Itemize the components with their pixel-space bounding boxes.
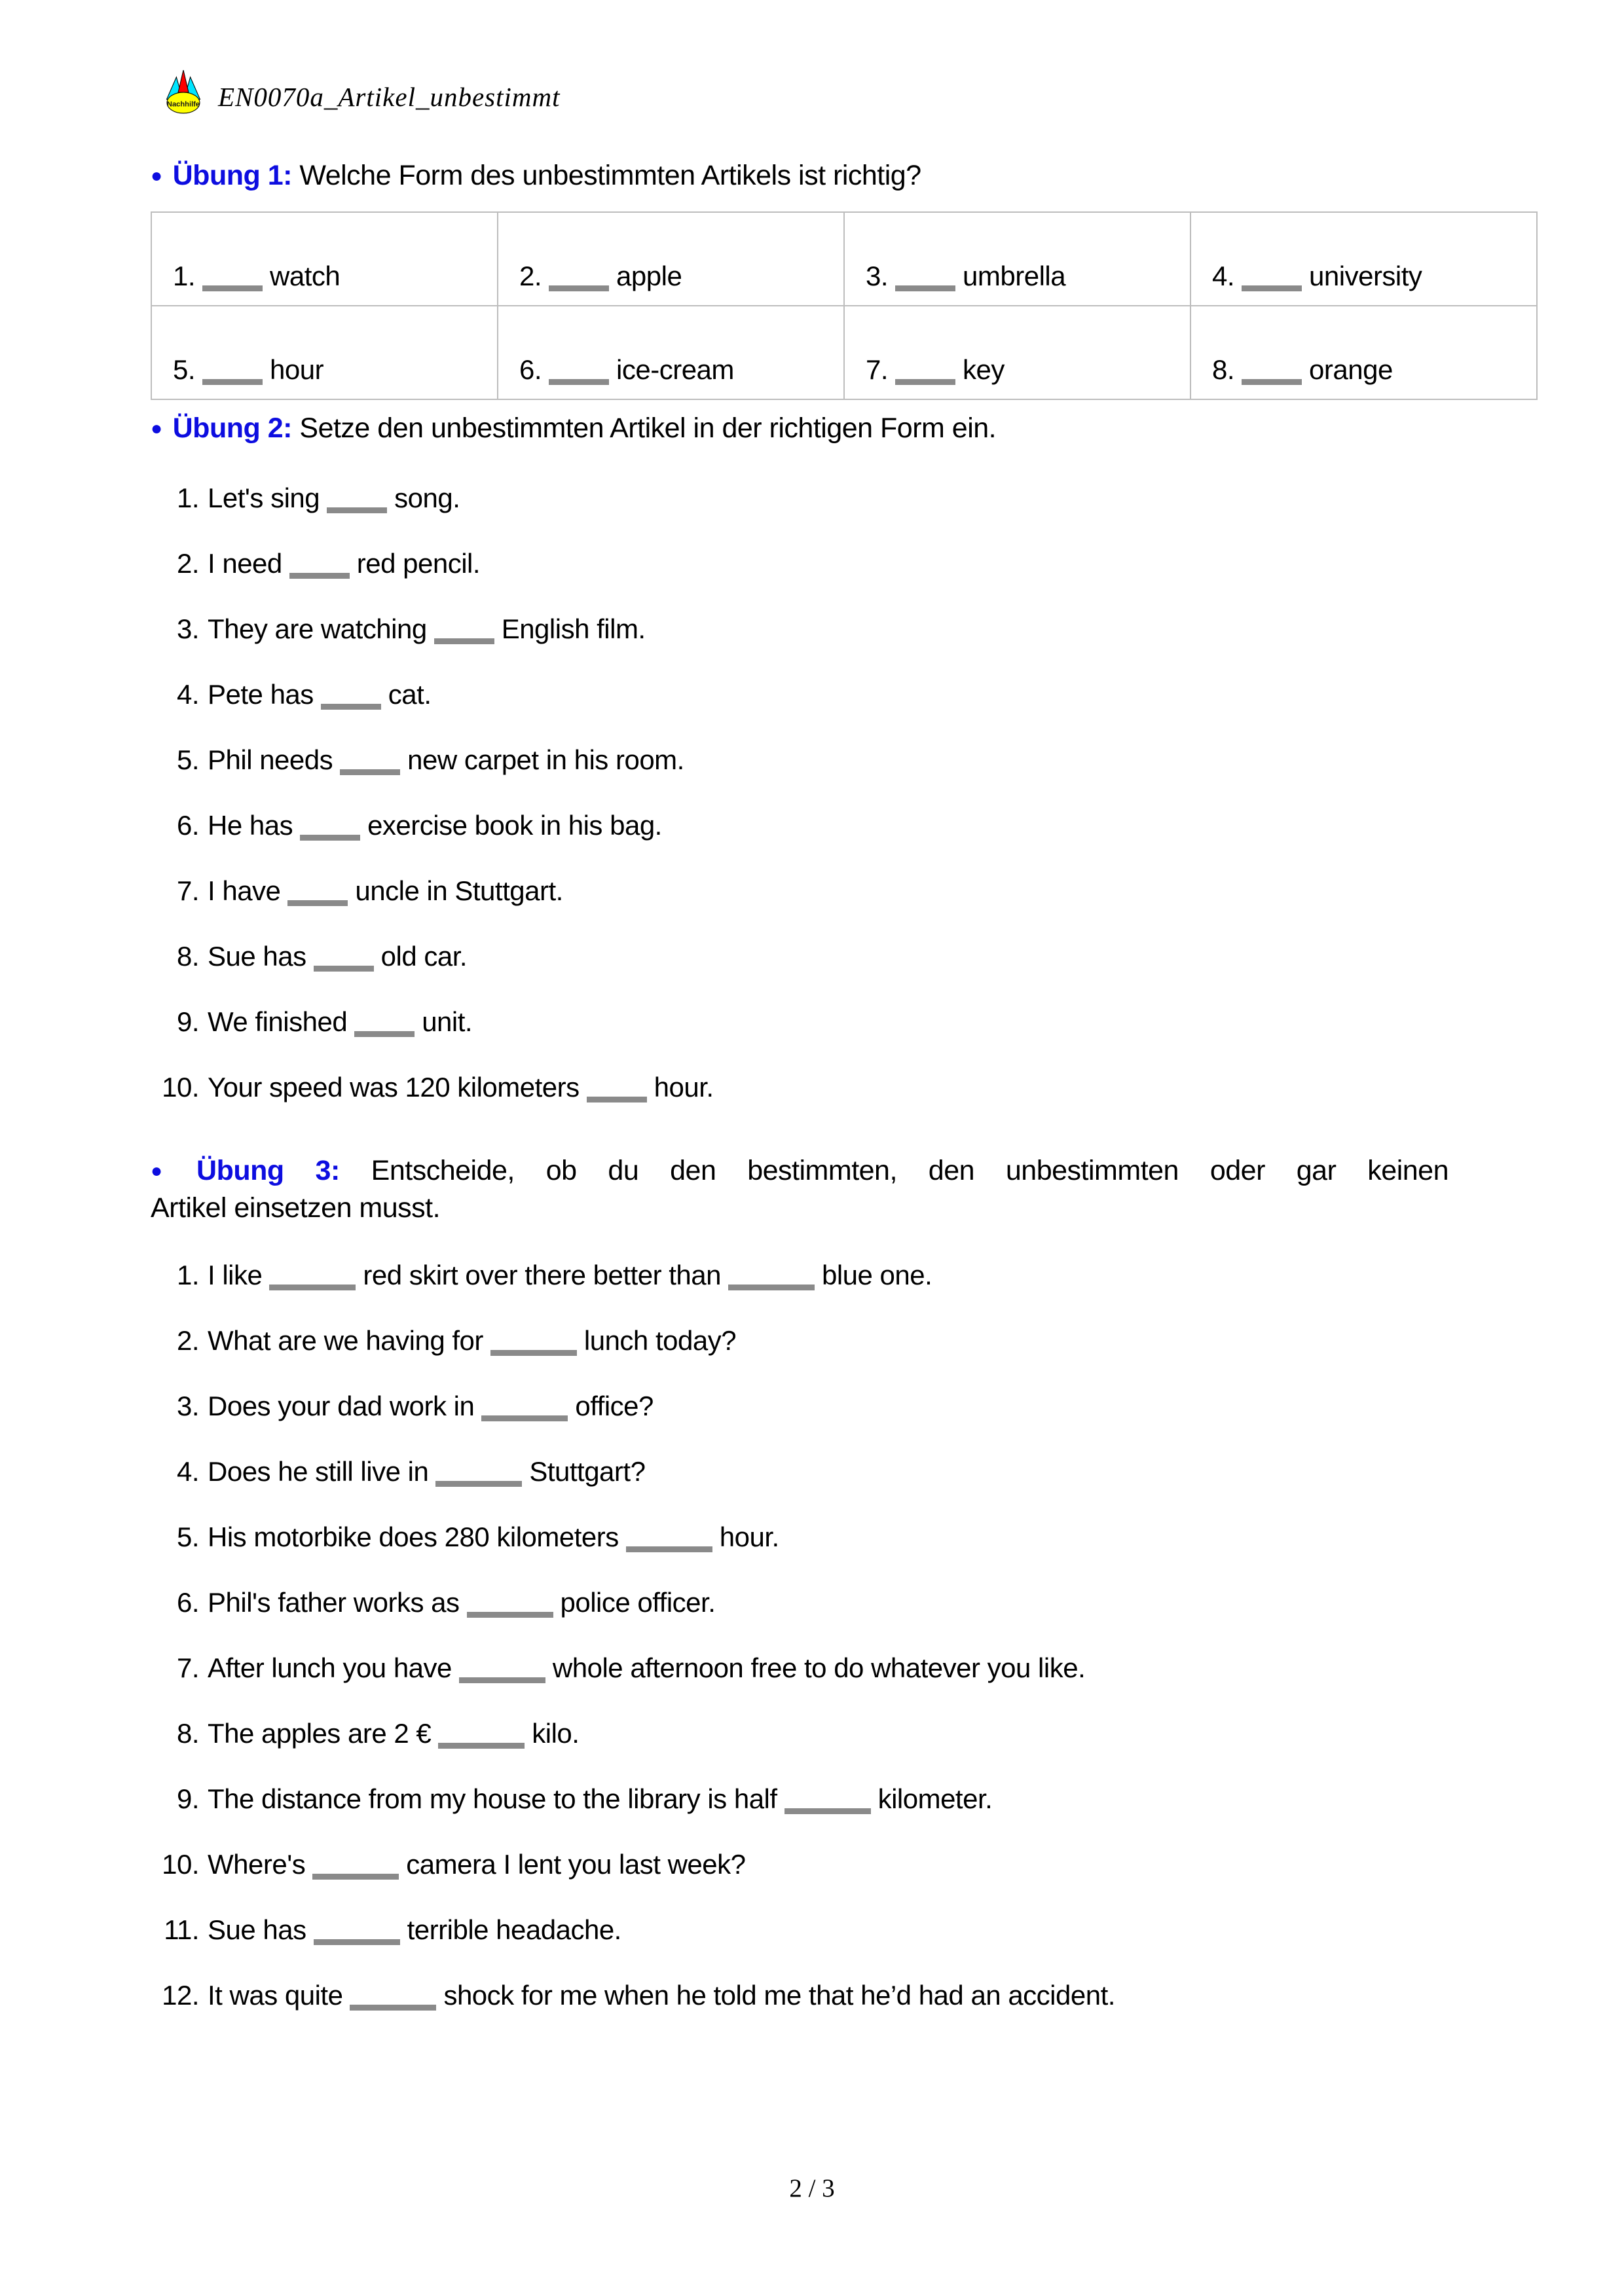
table-cell — [498, 212, 844, 306]
cell-word: ice-cream — [616, 354, 734, 385]
blank-line — [784, 1808, 871, 1814]
item-text: shock for me when he told me that he’d had an accident. — [443, 1980, 1115, 2011]
item-text: The distance from my house to the library is half — [208, 1783, 777, 1814]
exercise-1-table — [151, 211, 1538, 400]
item-text: uncle in Stuttgart. — [355, 875, 563, 906]
exercise-3-label: Übung 3: — [196, 1155, 340, 1186]
exercise-1-label: Übung 1: — [172, 160, 292, 191]
blank-line — [300, 835, 360, 841]
item-text: cat. — [388, 679, 432, 710]
item-number: 4. — [176, 1456, 199, 1487]
exercise-3-heading — [151, 1152, 1449, 1227]
item-text: hour. — [654, 1072, 714, 1102]
item-number: 10. — [162, 1849, 199, 1880]
item-text: English film. — [501, 613, 646, 644]
item-text: red skirt over there better than — [363, 1260, 721, 1290]
item-number: 4. — [176, 679, 199, 710]
cell-number: 8. — [1212, 354, 1235, 385]
item-number: 2. — [176, 548, 199, 579]
item-text: What are we having for — [208, 1325, 483, 1356]
list-item — [143, 1849, 1115, 1880]
blank-line — [728, 1285, 815, 1290]
table-cell — [151, 306, 498, 399]
blank-line — [312, 1874, 399, 1880]
page-header — [166, 69, 561, 114]
blank-line — [435, 1481, 522, 1487]
cell-word: umbrella — [963, 261, 1066, 291]
item-text: hour. — [719, 1522, 779, 1552]
item-text: new carpet in his room. — [407, 744, 684, 775]
item-number: 6. — [176, 1587, 199, 1618]
item-text: blue one. — [821, 1260, 932, 1290]
exercise-2-heading — [151, 410, 996, 447]
item-text: camera I lent you last week? — [406, 1849, 746, 1880]
list-item — [143, 613, 714, 645]
item-text: I have — [208, 875, 281, 906]
bullet-icon: ● — [151, 418, 162, 439]
item-number: 10. — [162, 1072, 199, 1102]
blank-line — [549, 379, 609, 385]
list-item — [143, 1006, 714, 1038]
item-number: 6. — [176, 810, 199, 841]
cell-word: university — [1309, 261, 1422, 291]
item-text: Phil needs — [208, 744, 333, 775]
item-text: kilo. — [532, 1718, 580, 1749]
item-number: 7. — [176, 875, 199, 906]
cell-word: apple — [616, 261, 682, 291]
table-row — [151, 212, 1537, 306]
cell-word: orange — [1309, 354, 1393, 385]
blank-line — [438, 1743, 525, 1749]
item-text: We finished — [208, 1006, 348, 1037]
table-cell — [1190, 306, 1537, 399]
item-text: I need — [208, 548, 282, 579]
list-item — [143, 1783, 1115, 1815]
exercise-3-list — [143, 1260, 1115, 2045]
table-cell — [498, 306, 844, 399]
exercise-2-list — [143, 483, 714, 1137]
list-item — [143, 548, 714, 579]
blank-line — [202, 379, 263, 385]
item-text: Sue has — [208, 941, 306, 972]
blank-line — [314, 966, 374, 972]
item-text: unit. — [422, 1006, 473, 1037]
blank-line — [467, 1612, 553, 1618]
item-text: They are watching — [208, 613, 427, 644]
list-item — [143, 1914, 1115, 1946]
instruction-text: Entscheide, ob du den bestimmten, den unbestimmten oder gar keinen — [371, 1155, 1449, 1186]
blank-line — [1242, 379, 1302, 385]
exercise-2-label: Übung 2: — [172, 412, 292, 444]
blank-line — [481, 1415, 568, 1421]
item-text: I like — [208, 1260, 263, 1290]
cell-word: watch — [270, 261, 341, 291]
item-number: 12. — [162, 1980, 199, 2011]
list-item — [143, 1456, 1115, 1487]
item-number: 3. — [176, 1391, 199, 1421]
list-item — [143, 1718, 1115, 1749]
nachhilfe-logo-icon — [166, 69, 201, 114]
cell-number: 5. — [173, 354, 196, 385]
item-text: Pete has — [208, 679, 314, 710]
item-text: It was quite — [208, 1980, 343, 2011]
list-item — [143, 941, 714, 972]
exercise-1-instruction: Welche Form des unbestimmten Artikels ist richtig? — [299, 160, 921, 191]
item-number: 5. — [176, 744, 199, 775]
list-item — [143, 1522, 1115, 1553]
item-text: After lunch you have — [208, 1652, 452, 1683]
blank-line — [587, 1097, 647, 1102]
blank-line — [202, 285, 263, 291]
cell-number: 6. — [519, 354, 542, 385]
item-number: 8. — [176, 1718, 199, 1749]
item-number: 5. — [176, 1522, 199, 1552]
blank-line — [1242, 285, 1302, 291]
table-cell — [1190, 212, 1537, 306]
table-cell — [151, 212, 498, 306]
list-item — [143, 1980, 1115, 2011]
blank-line — [327, 507, 387, 513]
cell-number: 4. — [1212, 261, 1235, 291]
item-text: Phil's father works as — [208, 1587, 460, 1618]
page-number: 2 / 3 — [789, 2174, 835, 2202]
item-text: kilometer. — [877, 1783, 993, 1814]
item-number: 7. — [176, 1652, 199, 1683]
exercise-2-instruction: Setze den unbestimmten Artikel in der richtigen Form ein. — [299, 412, 997, 444]
item-text: lunch today? — [583, 1325, 737, 1356]
table-cell — [844, 306, 1190, 399]
item-text: old car. — [380, 941, 468, 972]
item-text: terrible headache. — [407, 1914, 621, 1945]
item-text: His motorbike does 280 kilometers — [208, 1522, 619, 1552]
item-number: 9. — [176, 1006, 199, 1037]
item-text: Does he still live in — [208, 1456, 429, 1487]
blank-line — [895, 379, 955, 385]
table-row — [151, 306, 1537, 399]
list-item — [143, 1260, 1115, 1291]
list-item — [143, 875, 714, 907]
list-item — [143, 744, 714, 776]
bullet-icon: ● — [151, 1160, 187, 1182]
blank-line — [287, 900, 348, 906]
cell-number: 7. — [866, 354, 889, 385]
item-number: 11. — [164, 1914, 199, 1945]
item-text: Stuttgart? — [529, 1456, 646, 1487]
exercise-3-instruction-line1 — [151, 1152, 1449, 1190]
item-text: red pencil. — [356, 548, 481, 579]
blank-line — [626, 1546, 712, 1552]
list-item — [143, 1325, 1115, 1357]
blank-line — [459, 1677, 545, 1683]
list-item — [143, 483, 714, 514]
item-text: police officer. — [560, 1587, 716, 1618]
item-text: Where's — [208, 1849, 306, 1880]
item-text: Your speed was 120 kilometers — [208, 1072, 580, 1102]
blank-line — [340, 769, 400, 775]
logo-text: Nachhilfe — [166, 100, 200, 109]
blank-line — [289, 573, 350, 579]
blank-line — [895, 285, 955, 291]
cell-number: 3. — [866, 261, 889, 291]
item-text: Sue has — [208, 1914, 306, 1945]
table-cell — [844, 212, 1190, 306]
cell-number: 2. — [519, 261, 542, 291]
item-text: The apples are 2 € — [208, 1718, 432, 1749]
blank-line — [321, 704, 381, 710]
item-text: He has — [208, 810, 293, 841]
list-item — [143, 679, 714, 710]
blank-line — [314, 1939, 400, 1945]
document-title: EN0070a_Artikel_unbestimmt — [218, 82, 561, 112]
list-item — [143, 1072, 714, 1103]
blank-line — [354, 1031, 415, 1037]
item-number: 9. — [176, 1783, 199, 1814]
item-text: whole afternoon free to do whatever you like. — [552, 1652, 1086, 1683]
list-item — [143, 1652, 1115, 1684]
item-text: Does your dad work in — [208, 1391, 475, 1421]
exercise-1-heading — [151, 157, 921, 194]
item-number: 1. — [176, 483, 199, 513]
blank-line — [549, 285, 609, 291]
item-number: 1. — [176, 1260, 199, 1290]
item-number: 3. — [176, 613, 199, 644]
exercise-3-instruction-line2: Artikel einsetzen musst. — [151, 1192, 441, 1224]
list-item — [143, 1587, 1115, 1618]
item-number: 2. — [176, 1325, 199, 1356]
cell-number: 1. — [173, 261, 196, 291]
blank-line — [490, 1350, 577, 1356]
item-text: Let's sing — [208, 483, 320, 513]
item-text: song. — [394, 483, 460, 513]
cell-word: key — [963, 354, 1005, 385]
item-text: exercise book in his bag. — [367, 810, 662, 841]
item-number: 8. — [176, 941, 199, 972]
blank-line — [269, 1285, 356, 1290]
list-item — [143, 1391, 1115, 1422]
list-item — [143, 810, 714, 841]
bullet-icon: ● — [151, 165, 162, 187]
blank-line — [350, 2005, 436, 2011]
cell-word: hour — [270, 354, 324, 385]
blank-line — [434, 638, 494, 644]
item-text: office? — [575, 1391, 654, 1421]
